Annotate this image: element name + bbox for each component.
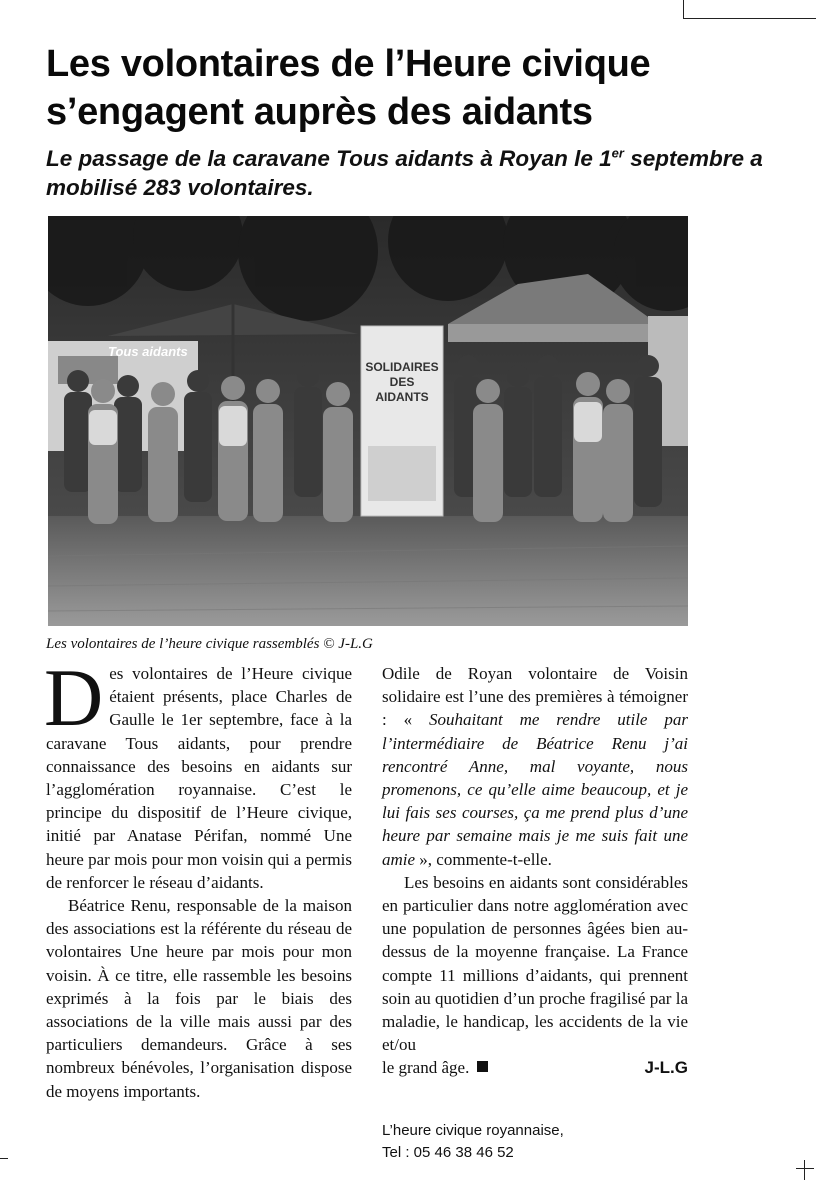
crop-mark — [683, 18, 816, 19]
paragraph — [44, 652, 352, 894]
paragraph-text: Odile de Royan volontaire de Voisin solidaire est l’une des premières à témoigner : « — [382, 664, 688, 730]
contact-line-1: L’heure civique royannaise, — [382, 1122, 564, 1139]
article-headline — [46, 40, 766, 136]
banner-line-2: DES — [389, 375, 415, 389]
banner-line-1: SOLIDAIRES — [365, 360, 439, 374]
crop-mark — [804, 1160, 805, 1180]
headline-line-1: Les volontaires de l’Heure civique — [46, 43, 651, 85]
drop-cap: D — [44, 652, 104, 743]
author-signature: J-L.G — [644, 1058, 688, 1078]
subhead-part-1: Le passage de la caravane Tous aidants à Royan le 1 — [46, 146, 612, 171]
quote-text: Souhaitant me rendre utile par l’intermédiaire de Béatrice Renu j’ai rencontré Anne, mal voyante, nous promenons, ce qu’elle aime beaucoup, et je lui fais ses courses, ça me prend plus d’une heure par semaine mais je me suis fait une amie — [382, 710, 688, 869]
group-photo-illustration — [48, 216, 688, 626]
headline-line-2: s’engagent auprès des aidants — [46, 91, 593, 133]
subhead-superscript: er — [611, 145, 624, 161]
crop-mark — [0, 1158, 8, 1159]
contact-info — [382, 1120, 682, 1164]
article-column-left — [44, 652, 352, 1103]
crop-mark — [796, 1168, 814, 1169]
article-column-right — [382, 662, 688, 1080]
article-signoff — [382, 1056, 688, 1079]
photo-caption: Les volontaires de l’heure civique rassemblés © J-L.G — [46, 636, 373, 652]
article-photo — [48, 216, 688, 626]
article-subhead — [46, 144, 766, 202]
crop-mark — [683, 0, 684, 18]
banner-line-3: AIDANTS — [375, 390, 429, 404]
paragraph — [382, 662, 688, 871]
van-label: Tous aidants — [108, 344, 188, 359]
subhead-part-2: septembre a mobilisé 283 volontaires. — [46, 146, 763, 200]
contact-line-2: Tel : 05 46 38 46 52 — [382, 1144, 514, 1161]
paragraph: Béatrice Renu, responsable de la maison des associations est la référente du réseau de volontaires Une heure par mois pour mon voisin. À ce titre, elle rassemble les besoins exprimés à la fois par le biais des associations de la ville mais aussi par des particuliers demandeurs. Grâce à ses nombreux bénévoles, l’organisation dispose de moyens importants. — [46, 896, 352, 1101]
paragraph-last-line: le grand âge. — [382, 1058, 470, 1078]
paragraph: Les besoins en aidants sont considérables en particulier dans notre agglomération avec une population de personnes âgées bien au-dessus de la moyenne française. La France compte 11 millions d’aidants, qui prennent soin au quotidien d’un proche fragilisé par la maladie, le handicap, les accidents de la vie et/ou — [382, 872, 688, 1055]
end-mark-icon — [477, 1061, 488, 1072]
paragraph-text: », commente-t-elle. — [415, 849, 552, 869]
paragraph-text: es volontaires de l’Heure civique étaient présents, place Charles de Gaulle le 1er septembre, face à la caravane Tous aidants, pour prendre connaissance des besoins en aidants sur l’agglomération royannaise. C’est le principe du dispositif de l’Heure civique, initié par Anatase Périfan, nommé Une heure par mois pour mon voisin qui a permis de renforcer le réseau d’aidants. — [46, 664, 352, 892]
